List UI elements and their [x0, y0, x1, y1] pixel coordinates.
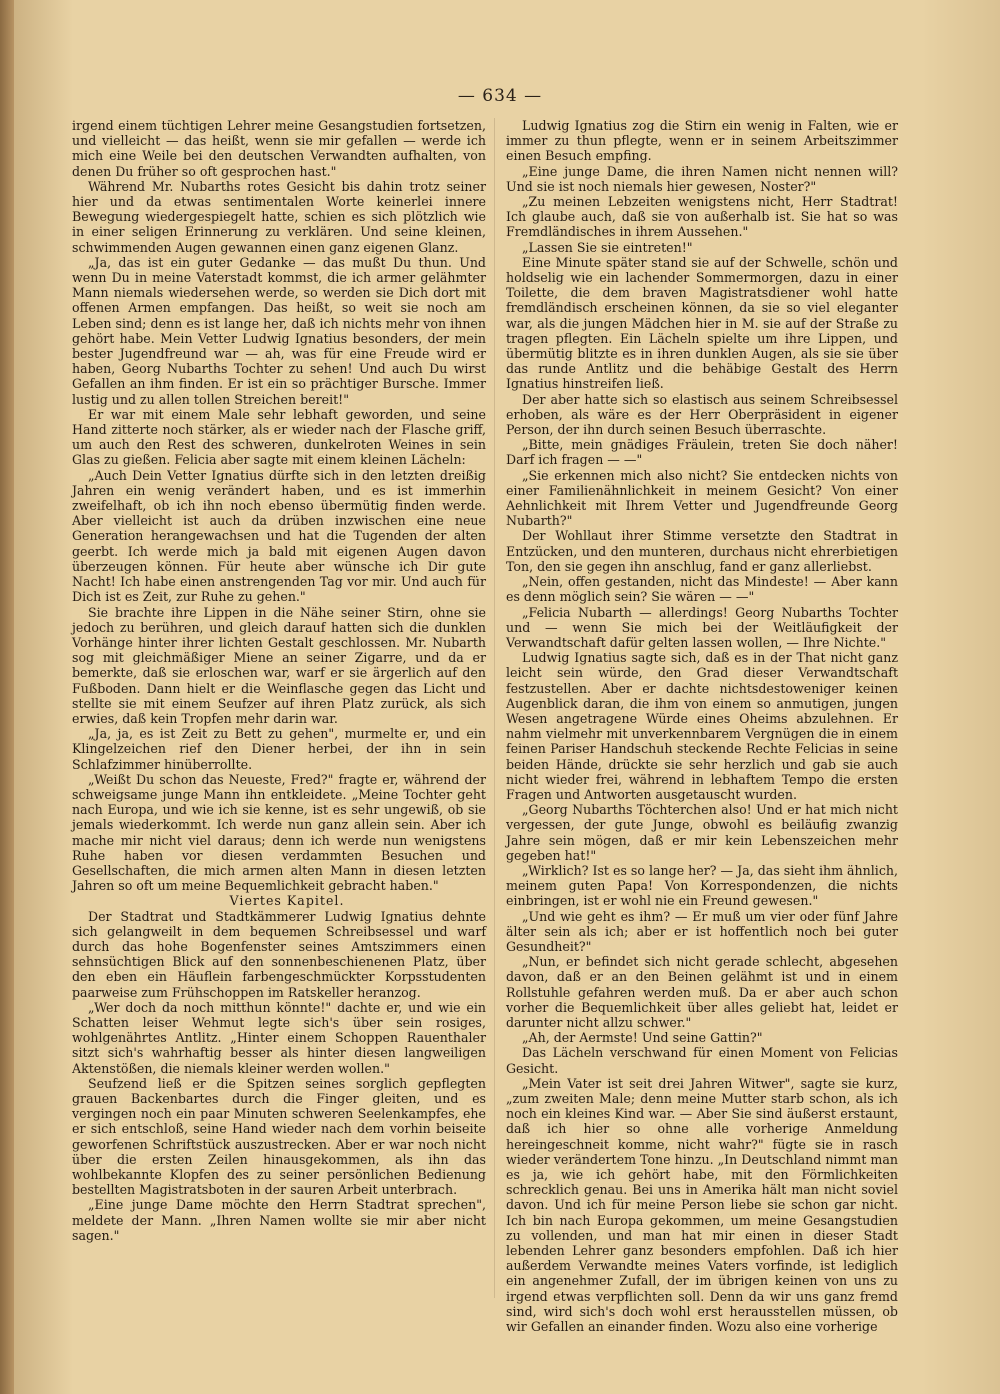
paragraph: irgend einem tüchtigen Lehrer meine Gesangstudien fortsetzen, und vielleicht — das heißt, wenn sie mir gefallen — werde ich mich eine Weile bei den deutschen Verwandten aufhalten, von denen Du früher so oft gesprochen hast." [72, 118, 486, 179]
paragraph: „Bitte, mein gnädiges Fräulein, treten Sie doch näher! Darf ich fragen — —" [506, 437, 898, 468]
paragraph: „Auch Dein Vetter Ignatius dürfte sich in den letzten dreißig Jahren ein wenig verändert haben, und es ist immerhin zweifelhaft, ob ich ihn noch ebenso übermütig finden werde. Aber vielleicht ist auch da drüben inzwischen eine neue Generation herangewachsen und hat die Tugenden der alten geerbt. Ich werde mich ja bald mit eigenen Augen davon überzeugen können. Für heute aber wünsche ich Dir gute Nacht! Ich habe einen anstrengenden Tag vor mir. Und auch für Dich ist es Zeit, zur Ruhe zu gehen." [72, 467, 486, 605]
paragraph: Ludwig Ignatius zog die Stirn ein wenig in Falten, wie er immer zu thun pflegte, wenn er in seinem Arbeitszimmer einen Besuch empfing. [506, 118, 898, 164]
paragraph: „Weißt Du schon das Neueste, Fred?" fragte er, während der schweigsame junge Mann ihn entkleidete. „Meine Tochter geht nach Europa, und wie ich sie kenne, ist es sehr ungewiß, ob sie jemals wiederkommt. Ich werde nun ganz allein sein. Aber ich mache mir nicht viel daraus; denn ich werde nun wenigstens Ruhe haben vor diesen verdammten Besuchen und Gesellschaften, die mich armen alten Mann in diesen letzten Jahren so oft um meine Bequemlichkeit gebracht haben." [72, 771, 486, 894]
paragraph: Sie brachte ihre Lippen in die Nähe seiner Stirn, ohne sie jedoch zu berühren, und gleich darauf hatten sich die dunklen Vorhänge hinter ihrer lichten Gestalt geschlossen. Mr. Nubarth sog mit gleichmäßiger Miene an seiner Zigarre, und da er bemerkte, daß sie erloschen war, warf er sie ärgerlich auf den Fußboden. Dann hielt er die Weinflasche gegen das Licht und stellte sie mit einem Seufzer auf ihren Platz zurück, als sich erwies, daß kein Tropfen mehr darin war. [72, 604, 486, 726]
paragraph: „Mein Vater ist seit drei Jahren Witwer", sagte sie kurz, „zum zweiten Male; denn meine Mutter starb schon, als ich noch ein kleines Kind war. — Aber Sie sind äußerst erstaunt, daß ich hier so ohne alle vorherige Anmeldung hereingeschneit komme, nicht wahr?" fügte sie in rasch wieder verändertem Tone hinzu. „In Deutschland nimmt man es ja, wie ich gehört habe, mit den Förmlichkeiten schrecklich genau. Bei uns in Amerika hält man nicht soviel davon. Und ich für meine Person liebe sie schon gar nicht. Ich bin nach Europa gekommen, um meine Gesangstudien zu vollenden, und man hat mir einen in dieser Stadt lebenden Lehrer ganz besonders empfohlen. Daß ich hier außerdem Verwandte meines Vaters vorfinde, ist lediglich ein angenehmer Zufall, der im übrigen keinen von uns zu irgend etwas verpflichten soll. Denn da wir uns ganz fremd sind, wird sich's doch wohl erst herausstellen müssen, ob wir Gefallen an einander finden. Wozu also eine vorherige [506, 1075, 898, 1335]
paragraph: Der aber hatte sich so elastisch aus seinem Schreibsessel erhoben, als wäre es der Herr Oberpräsident in eigener Person, der ihn durch seinen Besuch überraschte. [506, 391, 898, 438]
paragraph: „Zu meinen Lebzeiten wenigstens nicht, Herr Stadtrat! Ich glaube auch, daß sie von außerhalb ist. Sie hat so was Fremdländisches in ihrem Aussehen." [506, 194, 898, 240]
paragraph: „Ja, das ist ein guter Gedanke — das mußt Du thun. Und wenn Du in meine Vaterstadt kommst, die ich armer gelähmter Mann niemals wiedersehen werde, so werden sie Dich dort mit offenen Armen empfangen. Das heißt, so weit sie noch am Leben sind; denn es ist lange her, daß ich nichts mehr von ihnen gehört habe. Mein Vetter Ludwig Ignatius besonders, der mein bester Jugendfreund war — ah, was für eine Freude wird er haben, Georg Nubarths Tochter zu sehen! Und auch Du wirst Gefallen an ihm finden. Er ist ein so prächtiger Bursche. Immer lustig und zu allen tollen Streichen bereit!" [72, 254, 486, 407]
paragraph: Während Mr. Nubarths rotes Gesicht bis dahin trotz seiner hier und da etwas sentimentalen Worte keinerlei innere Bewegung wiedergespiegelt hatte, schien es sich plötzlich wie in einer seligen Erinnerung zu verklären. Und seine kleinen, schwimmenden Augen gewannen einen ganz eigenen Glanz. [72, 178, 486, 255]
paragraph: „Ah, der Aermste! Und seine Gattin?" [522, 1030, 763, 1046]
text-column-right [506, 118, 898, 1334]
page-number: — 634 — [457, 86, 543, 106]
paragraph: Der Stadtrat und Stadtkämmerer Ludwig Ignatius dehnte sich gelangweilt in dem bequemen Schreibsessel und warf durch das hohe Bogenfenster seines Amtszimmers einen sehnsüchtigen Blick auf den sonnenbeschienenen Platz, über den eben ein Häuflein farbengeschmückter Korpsstudenten paarweise zum Frühschoppen im Ratskeller heranzog. [72, 908, 486, 1000]
paragraph: „Nun, er befindet sich nicht gerade schlecht, abgesehen davon, daß er an den Beinen gelähmt ist und in einem Rollstuhle gefahren werden muß. Da er aber auch schon vorher die Bequemlichkeit über alles geliebt hat, leidet er darunter nicht allzu schwer." [506, 954, 898, 1030]
book-spine-edge [0, 0, 14, 1394]
paragraph: Seufzend ließ er die Spitzen seines sorglich gepflegten grauen Backenbartes durch die Finger gleiten, und es vergingen noch ein paar Minuten schweren Seelenkampfes, ehe er sich entschloß, seine Hand wieder nach dem vorhin beiseite geworfenen Schriftstück auszustrecken. Aber er war noch nicht über die ersten Zeilen hinausgekommen, als ihn das wohlbekannte Klopfen des zu seiner persönlichen Bedienung bestellten Magistratsboten in der sauren Arbeit unterbrach. [72, 1075, 486, 1198]
paragraph: Er war mit einem Male sehr lebhaft geworden, und seine Hand zitterte noch stärker, als er wieder nach der Flasche griff, um auch den Rest des schweren, dunkelroten Weines in sein Glas zu gießen. Felicia aber sagte mit einem kleinen Lächeln: [72, 406, 486, 468]
paragraph: Das Lächeln verschwand für einen Moment von Felicias Gesicht. [506, 1045, 898, 1076]
column-gutter [494, 118, 495, 1298]
paragraph: Eine Minute später stand sie auf der Schwelle, schön und holdselig wie ein lachender Sommermorgen, dazu in einer Toilette, die dem braven Magistratsdiener wohl hatte fremdländisch erscheinen können, da sie so viel eleganter war, als die jungen Mädchen hier in M. sie auf der Straße zu tragen pflegten. Ein Lächeln spielte um ihre Lippen, und übermütig blitzte es in ihren dunklen Augen, als sie sie über das runde Antlitz und die behäbige Gestalt des Herrn Ignatius hinstreifen ließ. [506, 254, 898, 392]
paragraph: „Und wie geht es ihm? — Er muß um vier oder fünf Jahre älter sein als ich; aber er ist hoffentlich noch bei guter Gesundheit?" [506, 908, 898, 954]
paragraph: Der Wohllaut ihrer Stimme versetzte den Stadtrat in Entzücken, und den munteren, durchaus nicht ehrerbietigen Ton, den sie gegen ihn anschlug, fand er ganz allerliebst. [506, 528, 898, 574]
chapter-heading: Viertes Kapitel. [229, 893, 345, 909]
paragraph: „Sie erkennen mich also nicht? Sie entdecken nichts von einer Familienähnlichkeit in meinem Gesicht? Von einer Aehnlichkeit mit Ihrem Vetter und Jugendfreunde Georg Nubarth?" [506, 467, 898, 529]
paragraph: „Eine junge Dame möchte den Herrn Stadtrat sprechen", meldete der Mann. „Ihren Namen wollte sie mir aber nicht sagen." [72, 1197, 486, 1243]
paragraph: „Georg Nubarths Töchterchen also! Und er hat mich nicht vergessen, der gute Junge, obwohl es beiläufig zwanzig Jahre sein mögen, daß er mir kein Lebenszeichen mehr gegeben hat!" [506, 802, 898, 863]
paragraph: „Felicia Nubarth — allerdings! Georg Nubarths Tochter und — wenn Sie mich bei der Weitläufigkeit der Verwandtschaft dafür gelten lassen wollen, — Ihre Nichte." [506, 604, 898, 650]
paragraph: „Wirklich? Ist es so lange her? — Ja, das sieht ihm ähnlich, meinem guten Papa! Von Korrespondenzen, die nichts einbringen, ist er wohl nie ein Freund gewesen." [506, 862, 898, 909]
paragraph: „Eine junge Dame, die ihren Namen nicht nennen will? Und sie ist noch niemals hier gewesen, Noster?" [506, 163, 898, 194]
paragraph: „Lassen Sie sie eintreten!" [522, 239, 693, 255]
paragraph: Ludwig Ignatius sagte sich, daß es in der That nicht ganz leicht sein würde, den Grad dieser Verwandtschaft festzustellen. Aber er dachte nichtsdestoweniger keinen Augenblick daran, die ihm von einem so anmutigen, jungen Wesen angetragene Würde eines Oheims abzulehnen. Er nahm vielmehr mit unverkennbarem Vergnügen die in einem feinen Pariser Handschuh steckende Rechte Felicias in seine beiden Hände, drückte sie sehr herzlich und gab sie auch nicht wieder frei, während in lebhaftem Tempo die ersten Fragen und Antworten ausgetauscht wurden. [506, 650, 898, 802]
paragraph: „Wer doch da noch mitthun könnte!" dachte er, und wie ein Schatten leiser Wehmut legte sich's über sein rosiges, wohlgenährtes Antlitz. „Hinter einem Schoppen Rauenthaler sitzt sich's wahrhaftig besser als hinter diesen langweiligen Aktenstößen, die niemals kleiner werden wollen." [72, 999, 486, 1076]
paragraph: „Nein, offen gestanden, nicht das Mindeste! — Aber kann es denn möglich sein? Sie wären — —" [506, 574, 898, 605]
text-column-left [72, 118, 486, 1243]
paragraph: „Ja, ja, es ist Zeit zu Bett zu gehen", murmelte er, und ein Klingelzeichen rief den Diener herbei, der ihn in sein Schlafzimmer hinüberrollte. [72, 726, 486, 772]
